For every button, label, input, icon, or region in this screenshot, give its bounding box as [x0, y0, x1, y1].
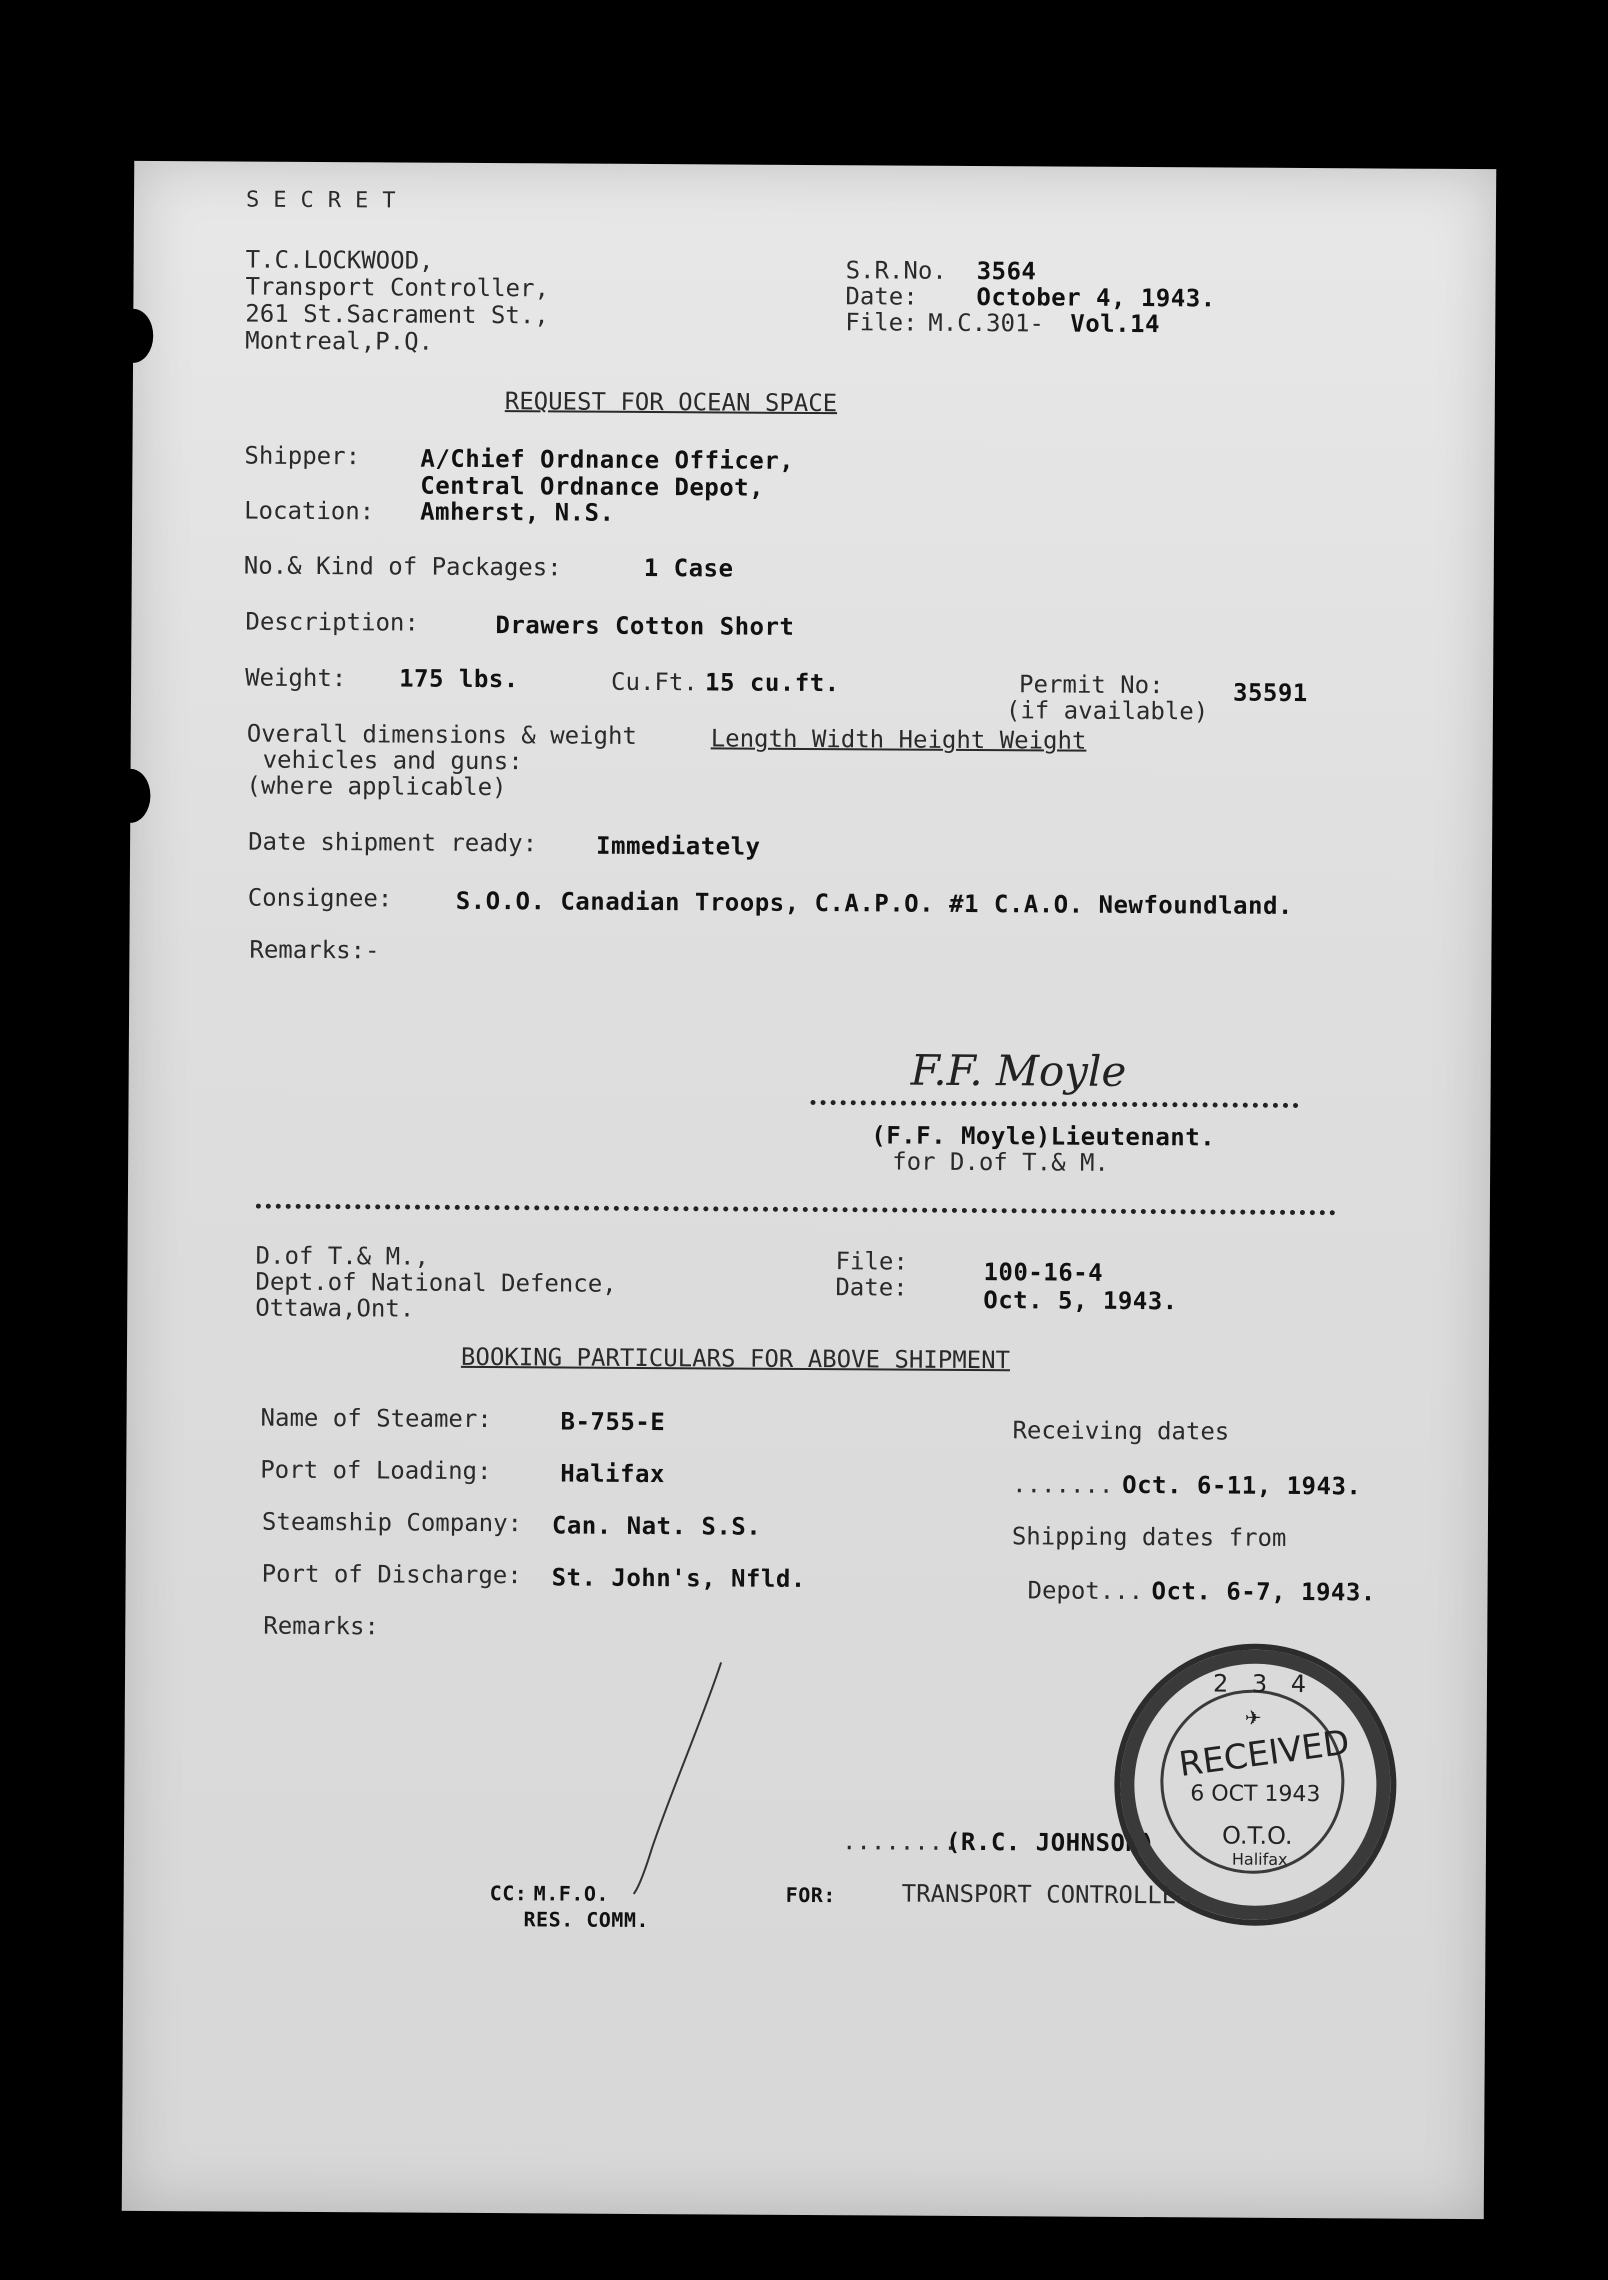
sender-line: T.C.LOCKWOOD,: [245, 245, 434, 275]
file-volume: Vol.14: [1070, 309, 1161, 339]
recipient-line: Dept.of National Defence,: [255, 1267, 617, 1298]
stamp-office: O.T.O.: [1221, 1821, 1293, 1850]
booking-file-label: File:: [835, 1247, 908, 1276]
dimensions-label-2: vehicles and guns:: [262, 745, 523, 776]
signature-line: [811, 1100, 1299, 1108]
punch-hole: [113, 309, 153, 363]
discharge-label: Port of Discharge:: [261, 1559, 522, 1590]
file-number: M.C.301-: [928, 308, 1044, 338]
file-label: File:: [845, 308, 918, 337]
packages-label: No.& Kind of Packages:: [243, 551, 562, 582]
receiving-value: Oct. 6-11, 1943.: [1122, 1470, 1362, 1501]
classification: SECRET: [245, 187, 410, 214]
controller-dots: ........: [841, 1827, 958, 1856]
for-label: FOR:: [785, 1882, 836, 1908]
signatory-name: (F.F. Moyle)Lieutenant.: [871, 1121, 1216, 1152]
steamer-label: Name of Steamer:: [260, 1403, 492, 1434]
request-date: October 4, 1943.: [976, 283, 1216, 313]
sr-number: 3564: [976, 257, 1037, 286]
stamp-date: 6 OCT 1943: [1190, 1781, 1321, 1808]
weight-label: Weight:: [245, 663, 347, 693]
punch-hole: [110, 769, 150, 823]
permit-number: 35591: [1232, 678, 1308, 708]
consignee-value: S.O.O. Canadian Troops, C.A.P.O. #1 C.A.O. Newfoundland.: [455, 886, 1293, 920]
permit-note: (if available): [1005, 696, 1209, 726]
shipper-line: Central Ordnance Depot,: [420, 471, 765, 502]
depot-label: Depot...: [1027, 1576, 1144, 1606]
received-stamp: [1114, 1643, 1398, 1927]
receiving-dots: .......: [1012, 1470, 1114, 1499]
booking-date-label: Date:: [835, 1273, 908, 1302]
ready-value: Immediately: [596, 831, 761, 861]
recipient-line: Ottawa,Ont.: [255, 1293, 415, 1323]
handwritten-signature: F.F. Moyle: [910, 1045, 1127, 1096]
weight-value: 175 lbs.: [399, 664, 519, 694]
booking-remarks-label: Remarks:: [263, 1611, 380, 1641]
document-page: [122, 161, 1496, 2219]
request-title: REQUEST FOR OCEAN SPACE: [504, 387, 838, 418]
dimensions-label: Overall dimensions & weight: [246, 719, 652, 751]
date-label: Date:: [845, 282, 918, 311]
loading-label: Port of Loading:: [260, 1455, 492, 1486]
transport-controller: TRANSPORT CONTROLLER: [901, 1879, 1191, 1910]
booking-title: BOOKING PARTICULARS FOR ABOVE SHIPMENT: [460, 1342, 1011, 1375]
description-value: Drawers Cotton Short: [495, 611, 795, 641]
sr-number-label: S.R.No.: [845, 256, 947, 285]
remarks-label: Remarks:-: [249, 935, 380, 965]
depot-value: Oct. 6-7, 1943.: [1151, 1577, 1376, 1607]
stamp-received: RECEIVED: [1176, 1722, 1352, 1786]
company-label: Steamship Company:: [261, 1507, 523, 1538]
sender-line: 261 St.Sacrament St.,: [245, 299, 549, 330]
packages-value: 1 Case: [643, 553, 734, 583]
sender-line: Transport Controller,: [245, 272, 550, 303]
company-value: Can. Nat. S.S.: [551, 1511, 762, 1541]
stamp-numbers: 2 3 4: [1212, 1669, 1315, 1699]
controller-signature: (R.C. JOHNSON): [945, 1827, 1156, 1858]
cc-line: RES. COMM.: [523, 1907, 650, 1933]
loading-value: Halifax: [560, 1459, 666, 1489]
consignee-label: Consignee:: [247, 883, 393, 913]
description-label: Description:: [245, 607, 419, 637]
receiving-label: Receiving dates: [1012, 1416, 1230, 1446]
separator: [256, 1204, 1336, 1216]
shipper-line: A/Chief Ordnance Officer,: [420, 444, 795, 475]
dimensions-headers: Length Width Height Weight: [710, 724, 1087, 755]
location-label: Location:: [244, 496, 375, 526]
shipper-label: Shipper:: [244, 441, 361, 471]
dimensions-note: (where applicable): [246, 771, 507, 802]
steamer-value: B-755-E: [560, 1407, 666, 1437]
recipient-line: D.of T.& M.,: [255, 1241, 430, 1271]
ready-label: Date shipment ready:: [248, 827, 538, 858]
booking-file-value: 100-16-4: [983, 1258, 1104, 1287]
sender-line: Montreal,P.Q.: [245, 326, 434, 356]
booking-date-value: Oct. 5, 1943.: [983, 1286, 1178, 1316]
pen-stroke: [622, 1658, 733, 1899]
airplane-icon: ✈: [1244, 1705, 1262, 1730]
cuft-value: 15 cu.ft.: [705, 668, 840, 698]
cuft-label: Cu.Ft.: [611, 667, 698, 697]
signatory-for: for D.of T.& M.: [892, 1147, 1110, 1177]
location-value: Amherst, N.S.: [420, 497, 615, 527]
cc-line: M.F.O.: [533, 1881, 610, 1906]
cc-label: CC:: [489, 1881, 528, 1906]
discharge-value: St. John's, Nfld.: [551, 1563, 806, 1593]
permit-label: Permit No:: [1019, 670, 1164, 700]
stamp-city: Halifax: [1231, 1849, 1288, 1869]
shipping-label: Shipping dates from: [1011, 1522, 1287, 1552]
